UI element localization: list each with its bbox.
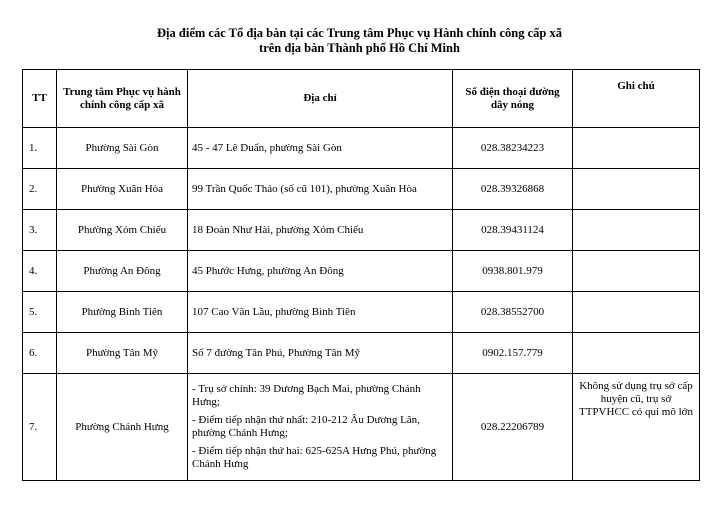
- table-row: [23, 210, 700, 251]
- cell-address: 45 Phước Hưng, phường An Đông: [188, 251, 453, 292]
- table-row: [23, 251, 700, 292]
- cell-center: Phường Tân Mỹ: [57, 333, 188, 374]
- cell-tt: 2.: [23, 169, 57, 210]
- cell-center: Phường Bình Tiên: [57, 292, 188, 333]
- header-phone: Số điện thoại đường dây nóng: [453, 70, 573, 128]
- cell-center: Phường Chánh Hưng: [57, 374, 188, 481]
- cell-tt: 6.: [23, 333, 57, 374]
- document-title: [0, 26, 719, 56]
- cell-tt: 4.: [23, 251, 57, 292]
- address-second-point: - Điểm tiếp nhận thứ hai: 625-625A Hưng Phú, phường Chánh Hưng: [192, 445, 437, 470]
- cell-tt: 5.: [23, 292, 57, 333]
- table-header-row: [23, 70, 700, 128]
- cell-address: 45 - 47 Lê Duẩn, phường Sài Gòn: [188, 128, 453, 169]
- cell-center: Phường Xuân Hòa: [57, 169, 188, 210]
- address-main-office: - Trụ sở chính: 39 Dương Bạch Mai, phường Chánh Hưng;: [192, 383, 421, 408]
- cell-note: [573, 292, 700, 333]
- cell-address: 18 Đoàn Như Hài, phường Xóm Chiếu: [188, 210, 453, 251]
- cell-address: 107 Cao Văn Lầu, phường Bình Tiên: [188, 292, 453, 333]
- cell-note: [573, 169, 700, 210]
- title-line-2: trên địa bàn Thành phố Hồ Chí Minh: [259, 41, 460, 55]
- table-row: [23, 169, 700, 210]
- cell-phone: 0938.801.979: [453, 251, 573, 292]
- table-row: [23, 128, 700, 169]
- cell-tt: 3.: [23, 210, 57, 251]
- header-center: Trung tâm Phục vụ hành chính công cấp xã: [57, 70, 188, 128]
- cell-note: [573, 210, 700, 251]
- cell-tt: 7.: [23, 374, 57, 481]
- cell-phone: 028.22206789: [453, 374, 573, 481]
- cell-note: [573, 333, 700, 374]
- cell-note: [573, 128, 700, 169]
- header-tt: TT: [23, 70, 57, 128]
- cell-note: [573, 251, 700, 292]
- cell-center: Phường An Đông: [57, 251, 188, 292]
- cell-phone: 028.38552700: [453, 292, 573, 333]
- table-row: [23, 374, 700, 481]
- address-first-point: - Điểm tiếp nhận thứ nhất: 210-212 Âu Dương Lân, phường Chánh Hưng;: [192, 414, 420, 439]
- cell-note: Không sử dụng trụ sở cấp huyện cũ, trụ sở TTPVHCC có qui mô lớn: [573, 374, 700, 481]
- table-row: [23, 333, 700, 374]
- cell-tt: 1.: [23, 128, 57, 169]
- cell-phone: 028.39326868: [453, 169, 573, 210]
- header-note: Ghi chú: [573, 70, 700, 128]
- cell-address: 99 Trần Quốc Thảo (số cũ 101), phường Xuân Hòa: [188, 169, 453, 210]
- cell-center: Phường Xóm Chiếu: [57, 210, 188, 251]
- header-address: Địa chỉ: [188, 70, 453, 128]
- table-row: [23, 292, 700, 333]
- cell-center: Phường Sài Gòn: [57, 128, 188, 169]
- cell-phone: 028.38234223: [453, 128, 573, 169]
- cell-phone: 028.39431124: [453, 210, 573, 251]
- cell-phone: 0902.157.779: [453, 333, 573, 374]
- cell-address: Số 7 đường Tân Phú, Phường Tân Mỹ: [188, 333, 453, 374]
- service-centers-table: [22, 69, 700, 481]
- cell-address: [188, 374, 453, 481]
- title-line-1: Địa điểm các Tổ địa bàn tại các Trung tâm Phục vụ Hành chính công cấp xã: [157, 26, 562, 40]
